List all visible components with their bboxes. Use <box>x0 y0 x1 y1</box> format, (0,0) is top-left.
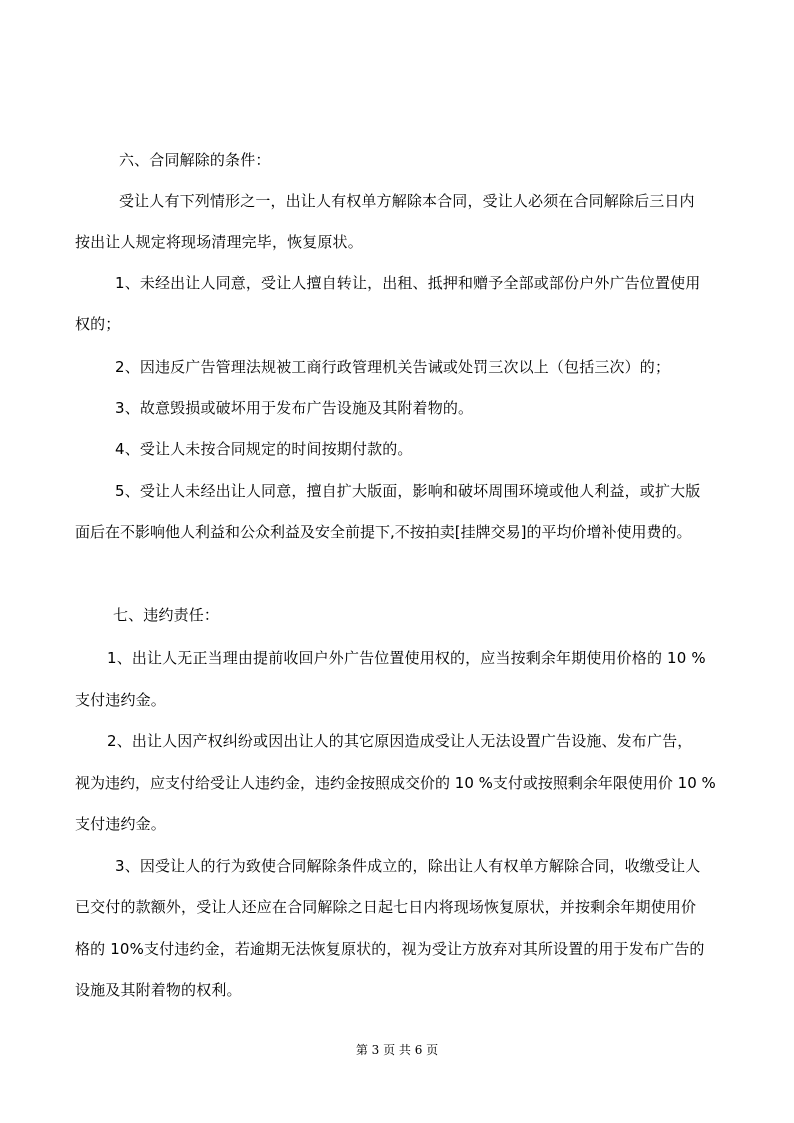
section-7-item-1-line-2: 支付违约金。 <box>75 691 166 709</box>
section-7-item-1-line-1: 1、出让人无正当理由提前收回户外广告位置使用权的，应当按剩余年期使用价格的 10 % <box>107 649 706 667</box>
section-6-item-1-line-1: 1、未经出让人同意，受让人擅自转让，出租、抵押和赠予全部或部份户外广告位置使用 <box>115 274 701 292</box>
section-7-item-3-line-4: 设施及其附着物的权利。 <box>75 981 242 999</box>
section-7-heading: 七、违约责任： <box>113 606 220 624</box>
section-7-item-3-line-3: 格的 10%支付违约金，若逾期无法恢复原状的，视为受让方放弃对其所设置的用于发布广告的 <box>75 940 705 958</box>
section-6-intro-line-2: 按出让人规定将现场清理完毕，恢复原状。 <box>75 233 363 251</box>
section-6-item-5-line-1: 5、受让人未经出让人同意，擅自扩大版面，影响和破坏周围环境或他人利益，或扩大版 <box>115 482 701 500</box>
section-7-item-2-line-2: 视为违约，应支付给受让人违约金，违约金按照成交价的 10 %支付或按照剩余年限使用价 10 % <box>75 774 716 792</box>
section-6-item-3: 3、故意毁损或破坏用于发布广告设施及其附着物的。 <box>115 399 474 417</box>
section-6-item-1-line-2: 权的； <box>75 315 121 333</box>
section-7-item-3-line-1: 3、因受让人的行为致使合同解除条件成立的，除出让人有权单方解除合同，收缴受让人 <box>115 857 701 875</box>
section-6-heading: 六、合同解除的条件： <box>119 151 271 169</box>
section-6-item-4: 4、受让人未按合同规定的时间按期付款的。 <box>115 440 413 458</box>
section-6-intro-line-1: 受让人有下列情形之一，出让人有权单方解除本合同，受让人必须在合同解除后三日内 <box>119 192 695 210</box>
page-number-footer: 第 3 页 共 6 页 <box>355 1043 439 1057</box>
section-6-item-5-line-2: 面后在不影响他人利益和公众利益及安全前提下,不按拍卖[挂牌交易]的平均价增补使用费的。 <box>75 523 692 541</box>
section-7-item-3-line-2: 已交付的款额外，受让人还应在合同解除之日起七日内将现场恢复原状，并按剩余年期使用价 <box>75 898 697 916</box>
section-7-item-2-line-3: 支付违约金。 <box>75 815 166 833</box>
section-6-item-2: 2、因违反广告管理法规被工商行政管理机关告诫或处罚三次以上（包括三次）的； <box>115 358 671 376</box>
section-7-item-2-line-1: 2、出让人因产权纠纷或因出让人的其它原因造成受让人无法设置广告设施、发布广告， <box>107 732 693 750</box>
